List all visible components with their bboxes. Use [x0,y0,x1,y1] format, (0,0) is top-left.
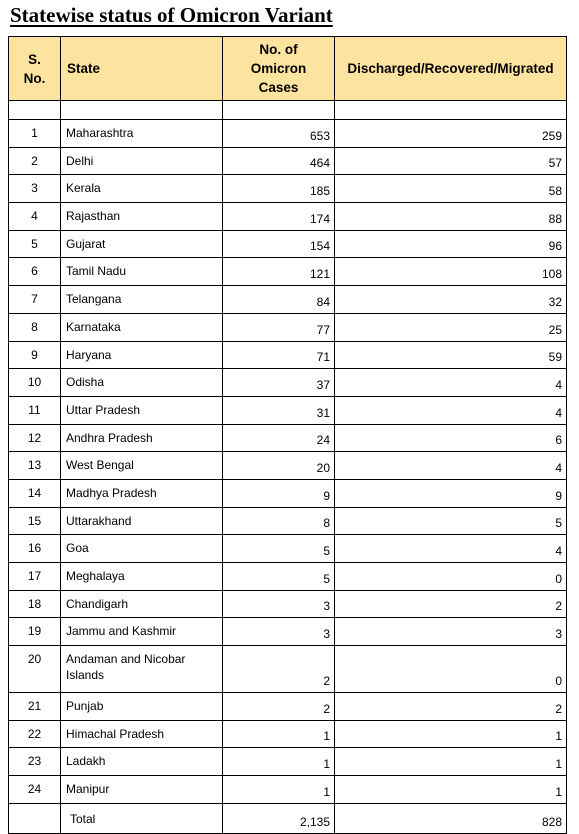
cell-state: Manipur [61,776,223,804]
table-row [9,535,567,563]
cell-state: Odisha [61,369,223,397]
cell-sno: 9 [9,341,61,369]
cell-sno: 10 [9,369,61,397]
header-sno-line2: No. [23,70,46,86]
header-cases-line2: Omicron [250,61,307,76]
header-state: State [61,37,223,101]
table-body [9,101,567,834]
cell-discharged: 96 [335,230,567,258]
cell-state: Meghalaya [61,563,223,591]
header-cases-line3: Cases [258,80,299,95]
cell-sno: 2 [9,147,61,175]
cell-discharged: 3 [335,618,567,646]
cell-discharged: 58 [335,175,567,203]
table-row [9,618,567,646]
cell-discharged: 6 [335,424,567,452]
cell-sno: 24 [9,776,61,804]
cell-discharged: 108 [335,258,567,286]
cell-state: Kerala [61,175,223,203]
cell-cases: 121 [223,258,335,286]
table-row [9,507,567,535]
page-title: Statewise status of Omicron Variant [10,3,333,27]
cell-state: Gujarat [61,230,223,258]
table-row [9,286,567,314]
cell-sno: 4 [9,203,61,231]
cell-cases: 9 [223,479,335,507]
cell-sno: 22 [9,720,61,748]
cell-state: Ladakh [61,748,223,776]
cell-cases: 174 [223,203,335,231]
table-row [9,120,567,148]
table-row [9,424,567,452]
table-row [9,230,567,258]
cell-state: Tamil Nadu [61,258,223,286]
cell-cases: 464 [223,147,335,175]
total-discharged: 828 [335,803,567,833]
cell-state: Delhi [61,147,223,175]
cell-discharged: 4 [335,535,567,563]
cell-sno: 18 [9,590,61,618]
table-row [9,369,567,397]
table-row [9,396,567,424]
cell-sno: 1 [9,120,61,148]
table-row [9,175,567,203]
cell-sno: 11 [9,396,61,424]
cell-discharged: 9 [335,479,567,507]
cell-state: Maharashtra [61,120,223,148]
cell-cases: 8 [223,507,335,535]
cell-state: Karnataka [61,313,223,341]
cell-sno: 17 [9,563,61,591]
cell-sno: 12 [9,424,61,452]
cell-state: Uttar Pradesh [61,396,223,424]
cell-sno: 8 [9,313,61,341]
cell-sno: 23 [9,748,61,776]
cell-discharged: 88 [335,203,567,231]
cell-discharged: 59 [335,341,567,369]
table-row [9,563,567,591]
cell-cases: 2 [223,646,335,693]
cell-cases: 1 [223,776,335,804]
header-cases [223,37,335,101]
cell-discharged: 2 [335,693,567,721]
cell-state: Punjab [61,693,223,721]
cell-cases: 2 [223,693,335,721]
table-row [9,776,567,804]
omicron-status-table [8,36,567,834]
cell-discharged: 5 [335,507,567,535]
cell-cases: 37 [223,369,335,397]
table-row [9,590,567,618]
cell-discharged: 4 [335,452,567,480]
cell-cases: 71 [223,341,335,369]
table-row [9,646,567,693]
cell-sno: 15 [9,507,61,535]
total-label: Total [61,803,223,833]
cell-discharged: 32 [335,286,567,314]
cell-sno: 5 [9,230,61,258]
cell-state: Madhya Pradesh [61,479,223,507]
cell-cases: 31 [223,396,335,424]
table-row [9,748,567,776]
table-header [9,37,567,101]
cell-discharged: 1 [335,720,567,748]
cell-cases: 185 [223,175,335,203]
cell-cases: 3 [223,590,335,618]
table-row [9,720,567,748]
spacer-row [9,101,567,120]
cell-cases: 154 [223,230,335,258]
cell-state: Uttarakhand [61,507,223,535]
cell-state-line2: Islands [66,668,105,683]
cell-sno: 21 [9,693,61,721]
cell-discharged: 259 [335,120,567,148]
table-row [9,452,567,480]
table-row [9,693,567,721]
cell-sno: 16 [9,535,61,563]
cell-state [61,646,223,693]
cell-cases: 5 [223,563,335,591]
cell-state: Haryana [61,341,223,369]
cell-cases: 1 [223,720,335,748]
cell-state: Chandigarh [61,590,223,618]
cell-discharged: 57 [335,147,567,175]
cell-discharged: 4 [335,396,567,424]
cell-cases: 653 [223,120,335,148]
header-sno-line1: S. [28,51,41,67]
cell-sno: 7 [9,286,61,314]
cell-discharged: 0 [335,646,567,693]
cell-cases: 24 [223,424,335,452]
cell-sno: 19 [9,618,61,646]
total-cases: 2,135 [223,803,335,833]
cell-discharged: 1 [335,776,567,804]
table-row [9,313,567,341]
header-cases-line1: No. of [259,42,298,57]
table-row [9,258,567,286]
cell-state: Himachal Pradesh [61,720,223,748]
table-row [9,147,567,175]
cell-state-line1: Andaman and Nicobar [66,652,186,667]
cell-sno: 13 [9,452,61,480]
cell-cases: 3 [223,618,335,646]
cell-discharged: 1 [335,748,567,776]
cell-sno: 6 [9,258,61,286]
cell-cases: 77 [223,313,335,341]
table-row [9,203,567,231]
cell-state: Rajasthan [61,203,223,231]
cell-state: Andhra Pradesh [61,424,223,452]
header-sno [9,37,61,101]
cell-cases: 20 [223,452,335,480]
total-row [9,803,567,833]
cell-discharged: 25 [335,313,567,341]
table-row [9,341,567,369]
cell-sno-empty [9,803,61,833]
cell-cases: 84 [223,286,335,314]
header-row [9,37,567,101]
cell-cases: 5 [223,535,335,563]
table-row [9,479,567,507]
cell-cases: 1 [223,748,335,776]
cell-sno: 20 [9,646,61,693]
cell-state: Telangana [61,286,223,314]
cell-sno: 14 [9,479,61,507]
cell-state: Goa [61,535,223,563]
cell-state: Jammu and Kashmir [61,618,223,646]
cell-state: West Bengal [61,452,223,480]
cell-discharged: 4 [335,369,567,397]
cell-discharged: 0 [335,563,567,591]
header-discharged: Discharged/Recovered/Migrated [335,37,567,101]
cell-discharged: 2 [335,590,567,618]
cell-sno: 3 [9,175,61,203]
